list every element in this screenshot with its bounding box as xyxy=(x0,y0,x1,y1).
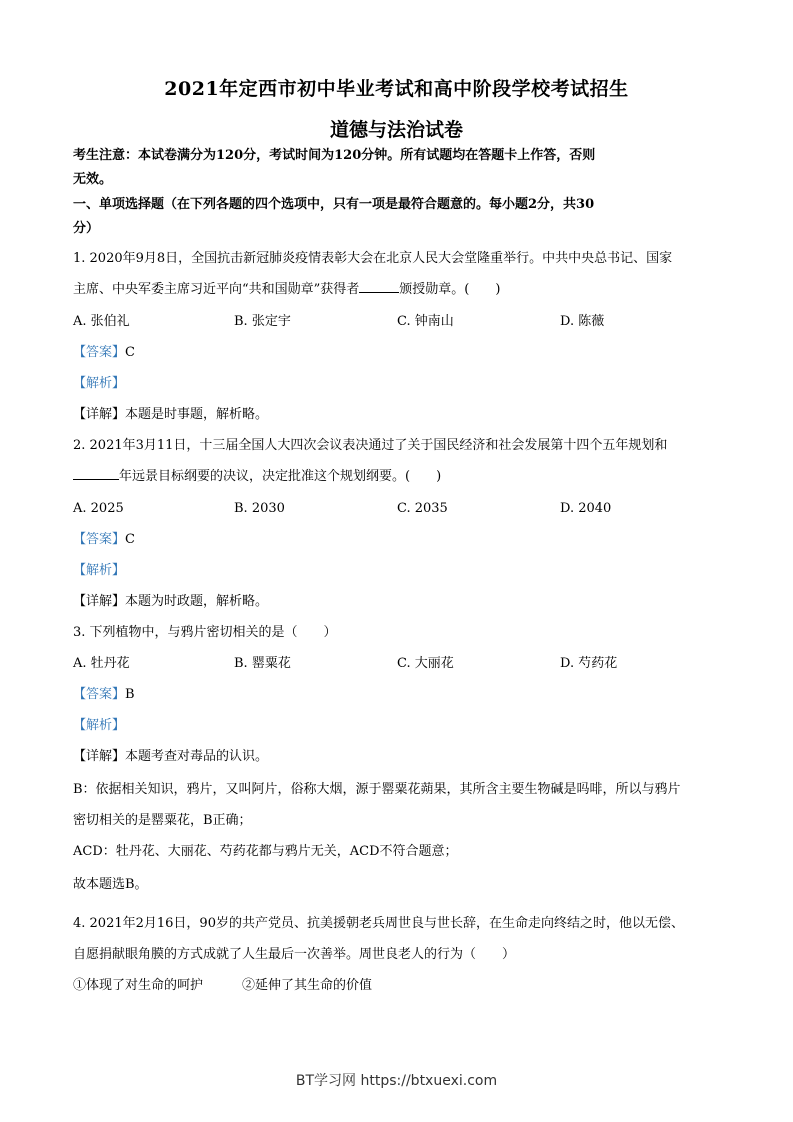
q4-statements-line-1: ①体现了对生命的呵护 ②延伸了其生命的价值 xyxy=(73,978,373,993)
q1-detail xyxy=(73,406,268,424)
q3-stem: 3. 下列植物中，与鸦片密切相关的是（ ） xyxy=(73,625,337,640)
q3-option-b: B. 罂粟花 xyxy=(234,656,291,671)
q2-analysis xyxy=(73,562,125,580)
notice-line-2: 无效。 xyxy=(73,172,113,187)
q3-option-d: D. 芍药花 xyxy=(560,656,618,671)
q2-stem-line-2 xyxy=(73,468,441,486)
analysis-tag: 【解析】 xyxy=(73,563,126,578)
q1-analysis xyxy=(73,375,125,393)
q3-explain-line-2: 密切相关的是罂粟花，B正确； xyxy=(73,813,252,828)
answer-tag: 【答案】 xyxy=(73,687,126,702)
q1-detail-text: 本题是时事题，解析略。 xyxy=(125,407,269,422)
q3-detail-text: 本题考查对毒品的认识。 xyxy=(125,749,269,764)
q2-detail-text: 本题为时政题，解析略。 xyxy=(125,594,269,609)
q3-option-c: C. 大丽花 xyxy=(397,656,454,671)
q3-detail xyxy=(73,748,268,766)
q2-stem-line-1: 2. 2021年3月11日，十三届全国人大四次会议表决通过了关于国民经济和社会发展第十四个五年规划和 xyxy=(73,438,668,453)
q2-answer-value: C xyxy=(125,532,135,547)
q2-detail xyxy=(73,593,268,611)
detail-tag: 【详解】 xyxy=(73,749,126,764)
footer-watermark: BT学习网 https://btxuexi.com xyxy=(295,1073,498,1089)
q2-option-a: A. 2025 xyxy=(73,501,124,516)
q1-stem-line-2 xyxy=(73,281,500,299)
q3-option-a: A. 牡丹花 xyxy=(73,656,130,671)
q3-answer-value: B xyxy=(125,687,135,702)
q3-explain-line-3: ACD：牡丹花、大丽花、芍药花都与鸦片无关，ACD不符合题意； xyxy=(73,844,458,859)
q1-stem-text-a: 主席、中央军委主席习近平向“共和国勋章”获得者 xyxy=(73,282,360,297)
q1-answer xyxy=(73,344,135,362)
q2-answer xyxy=(73,531,135,549)
q4-stem-line-1: 4. 2021年2月16日，90岁的共产党员、抗美援朝老兵周世良与世长辞，在生命走向终结之时，他以无偿、 xyxy=(73,916,684,931)
answer-tag: 【答案】 xyxy=(73,532,126,547)
q3-explain-line-1: B：依据相关知识，鸦片，又叫阿片，俗称大烟，源于罂粟花蒴果，其所含主要生物碱是吗啡，所以与鸦片 xyxy=(73,782,681,797)
analysis-tag: 【解析】 xyxy=(73,376,126,391)
q1-answer-value: C xyxy=(125,345,135,360)
exam-title: 2021年定西市初中毕业考试和高中阶段学校考试招生 xyxy=(164,78,629,100)
q2-stem-text: 年远景目标纲要的决议，决定批准这个规划纲要。( ) xyxy=(119,469,442,484)
q1-option-d: D. 陈薇 xyxy=(560,314,605,329)
q1-stem-line-1: 1. 2020年9月8日，全国抗击新冠肺炎疫情表彰大会在北京人民大会堂隆重举行。中共中央总书记、国家 xyxy=(73,251,673,266)
q1-option-a: A. 张伯礼 xyxy=(73,314,130,329)
q2-blank xyxy=(73,468,119,480)
section-heading-line-1: 一、单项选择题（在下列各题的四个选项中，只有一项是最符合题意的。每小题2分，共30 xyxy=(73,197,595,212)
q1-option-c: C. 钟南山 xyxy=(397,314,454,329)
q1-option-b: B. 张定宇 xyxy=(234,314,291,329)
q1-blank xyxy=(359,281,399,293)
section-heading-line-2: 分） xyxy=(73,221,100,236)
analysis-tag: 【解析】 xyxy=(73,718,126,733)
detail-tag: 【详解】 xyxy=(73,594,126,609)
q1-stem-text-b: 颁授勋章。( ) xyxy=(399,282,501,297)
q2-option-b: B. 2030 xyxy=(234,501,285,516)
q3-answer xyxy=(73,686,135,704)
q3-explain-line-4: 故本题选B。 xyxy=(73,877,148,892)
q2-option-c: C. 2035 xyxy=(397,501,448,516)
q2-option-d: D. 2040 xyxy=(560,501,612,516)
exam-subtitle: 道德与法治试卷 xyxy=(329,119,463,141)
answer-tag: 【答案】 xyxy=(73,345,126,360)
detail-tag: 【详解】 xyxy=(73,407,126,422)
q3-analysis xyxy=(73,717,125,735)
notice-line-1: 考生注意：本试卷满分为120分，考试时间为120分钟。所有试题均在答题卡上作答，否则 xyxy=(73,148,596,163)
q4-stem-line-2: 自愿捐献眼角膜的方式成就了人生最后一次善举。周世良老人的行为（ ） xyxy=(73,947,516,962)
